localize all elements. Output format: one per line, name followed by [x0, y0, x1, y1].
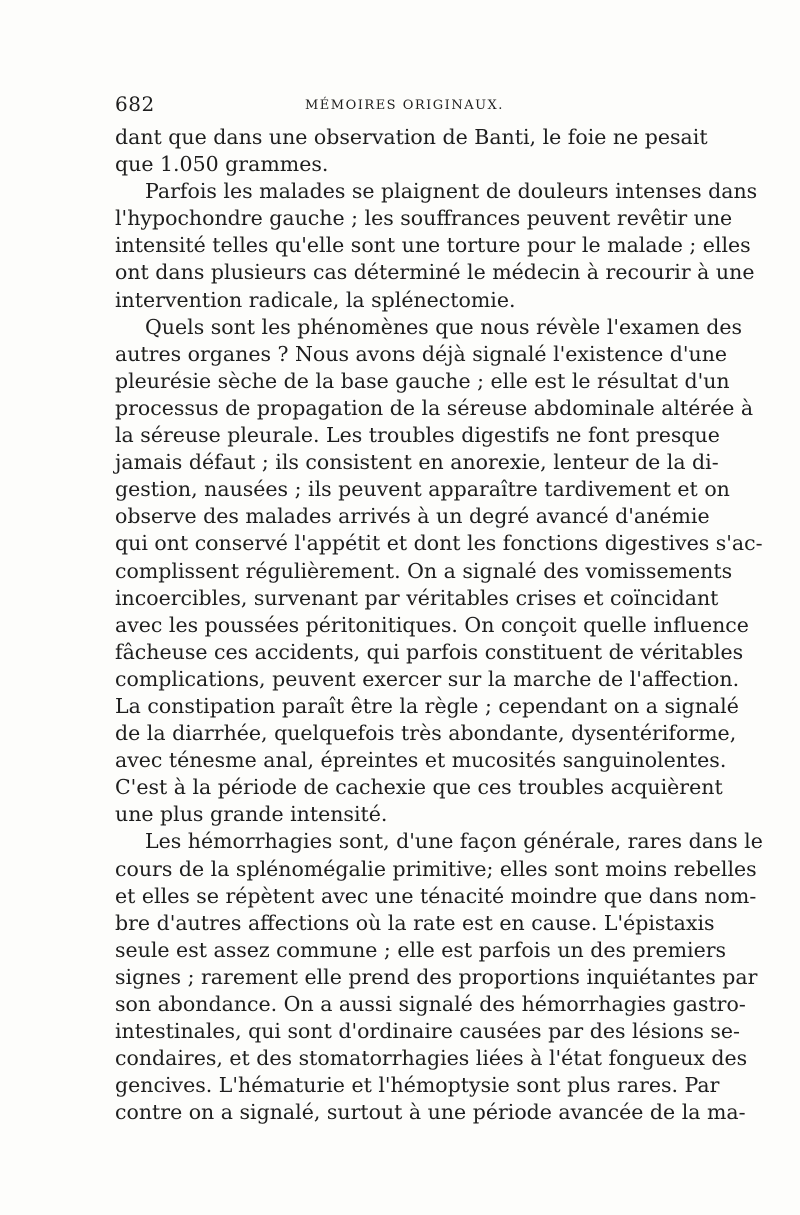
paragraph	[115, 828, 763, 1126]
book-page	[115, 92, 763, 1126]
text-line: dant que dans une observation de Banti, le foie ne pesait	[115, 125, 708, 149]
text-line: cours de la splénomégalie primitive; elles sont moins rebelles	[115, 856, 757, 881]
text-line: intensité telles qu'elle sont une torture pour le malade ; elles	[115, 233, 751, 258]
text-line: et elles se répètent avec une ténacité moindre que dans nom-	[115, 883, 757, 908]
text-line: Parfois les malades se plaignent de douleurs intenses dans	[145, 179, 758, 204]
text-line: qui ont conservé l'appétit et dont les fonctions digestives s'ac-	[115, 531, 763, 556]
text-line: C'est à la période de cachexie que ces troubles acquièrent	[115, 775, 723, 800]
text-line: intestinales, qui sont d'ordinaire causées par des lésions se-	[115, 1019, 740, 1044]
paragraph	[115, 124, 708, 178]
text-line: La constipation paraît être la règle ; cependant on a signalé	[115, 693, 739, 718]
text-line: jamais défaut ; ils consistent en anorexie, lenteur de la di-	[115, 450, 719, 475]
text-line: autres organes ? Nous avons déjà signalé l'existence d'une	[115, 341, 728, 366]
text-line: complissent régulièrement. On a signalé des vomissements	[115, 558, 733, 583]
text-line: pleurésie sèche de la base gauche ; elle est le résultat d'un	[115, 368, 730, 393]
text-line: processus de propagation de la séreuse abdominale altérée à	[115, 395, 754, 420]
text-line: incoercibles, survenant par véritables crises et coïncidant	[115, 585, 719, 610]
text-line: l'hypochondre gauche ; les souffrances peuvent revêtir une	[115, 206, 733, 231]
page-number: 682	[115, 92, 155, 116]
text-line: la séreuse pleurale. Les troubles digestifs ne font presque	[115, 423, 720, 448]
text-line: seule est assez commune ; elle est parfois un des premiers	[115, 937, 727, 962]
text-line: bre d'autres affections où la rate est en cause. L'épistaxis	[115, 910, 715, 935]
text-line: condaires, et des stomatorrhagies liées à l'état fongueux des	[115, 1046, 748, 1071]
running-head: MÉMOIRES ORIGINAUX.	[305, 98, 504, 113]
text-line: signes ; rarement elle prend des proportions inquiétantes par	[115, 964, 758, 989]
text-line: gencives. L'hématurie et l'hémoptysie sont plus rares. Par	[115, 1073, 720, 1098]
paragraph	[115, 178, 758, 313]
paragraph	[115, 314, 763, 829]
text-line: gestion, nausées ; ils peuvent apparaître tardivement et on	[115, 477, 730, 502]
page-header	[115, 92, 687, 124]
text-line: avec les poussées péritonitiques. On conçoit quelle influence	[115, 612, 749, 637]
text-line: une plus grande intensité.	[115, 802, 388, 827]
text-line: intervention radicale, la splénectomie.	[115, 287, 516, 312]
text-line: son abondance. On a aussi signalé des hémorrhagies gastro-	[115, 992, 746, 1016]
text-line: contre on a signalé, surtout à une période avancée de la ma-	[115, 1100, 746, 1125]
text-line: que 1.050 grammes.	[115, 152, 329, 177]
text-line: fâcheuse ces accidents, qui parfois constituent de véritables	[115, 639, 744, 664]
text-line: ont dans plusieurs cas déterminé le médecin à recourir à une	[115, 260, 755, 285]
text-line: avec ténesme anal, épreintes et mucosités sanguinolentes.	[115, 748, 727, 773]
text-line: Les hémorrhagies sont, d'une façon générale, rares dans le	[145, 829, 763, 854]
text-line: observe des malades arrivés à un degré avancé d'anémie	[115, 504, 710, 529]
text-line: Quels sont les phénomènes que nous révèle l'examen des	[145, 314, 743, 339]
text-line: complications, peuvent exercer sur la marche de l'affection.	[115, 666, 740, 691]
text-line: de la diarrhée, quelquefois très abondante, dysentériforme,	[115, 721, 737, 746]
body-text	[115, 124, 763, 1126]
